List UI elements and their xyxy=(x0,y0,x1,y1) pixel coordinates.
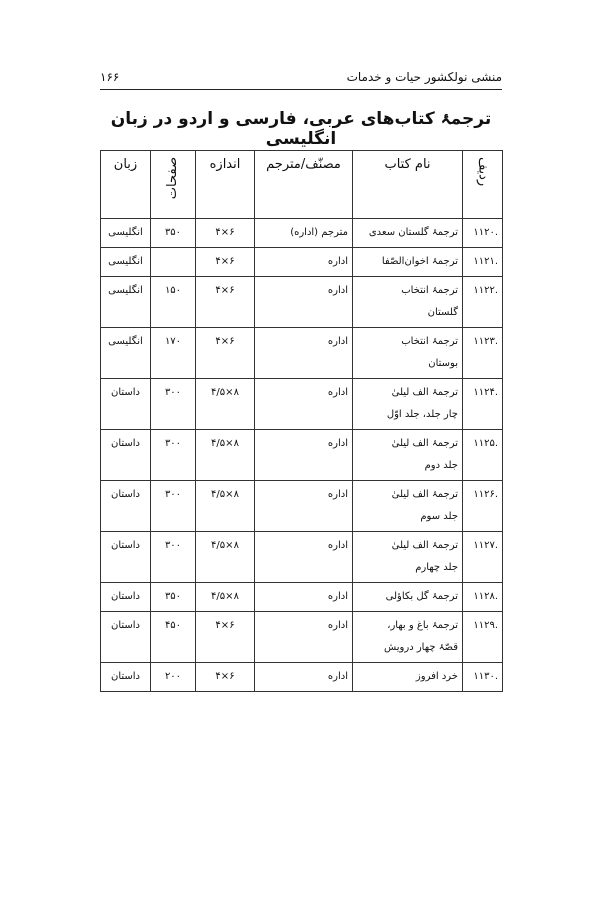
page-count: ۳۵۰ xyxy=(151,583,196,612)
language: داستان xyxy=(101,583,151,612)
author-translator: اداره xyxy=(255,379,353,430)
language: انگلیسی xyxy=(101,277,151,328)
book-title xyxy=(353,277,463,328)
table-row xyxy=(101,612,503,663)
header-divider xyxy=(100,89,502,90)
book-title-line: ترجمۂ انتخاب xyxy=(401,285,458,296)
row-number: .۱۱۲۳ xyxy=(463,328,503,379)
book-title xyxy=(353,612,463,663)
author-translator: اداره xyxy=(255,583,353,612)
header-size: اندازه xyxy=(196,151,255,219)
book-title-line: ترجمۂ گلستان سعدی xyxy=(368,227,458,238)
header-author: مصنّف/مترجم xyxy=(255,151,353,219)
size: ۶×۴ xyxy=(196,663,255,692)
book-title-line: گلستان xyxy=(427,307,458,318)
table-row xyxy=(101,481,503,532)
header-pages: صفحات xyxy=(151,151,196,219)
author-translator: اداره xyxy=(255,430,353,481)
page-count xyxy=(151,248,196,277)
header-title: نام کتاب xyxy=(353,151,463,219)
language: داستان xyxy=(101,612,151,663)
language: داستان xyxy=(101,663,151,692)
book-title-line: ترجمۂ الف لیلیٰ xyxy=(391,540,458,551)
book-title-line: ترجمۂ الف لیلیٰ xyxy=(391,438,458,449)
author-translator: اداره xyxy=(255,248,353,277)
table-row xyxy=(101,219,503,248)
language: انگلیسی xyxy=(101,248,151,277)
row-number: .۱۱۲۴ xyxy=(463,379,503,430)
row-number: .۱۱۲۶ xyxy=(463,481,503,532)
size: ۸×۴/۵ xyxy=(196,430,255,481)
size: ۸×۴/۵ xyxy=(196,583,255,612)
page-number: ۱۶۶ xyxy=(100,70,120,84)
language: داستان xyxy=(101,379,151,430)
size: ۸×۴/۵ xyxy=(196,532,255,583)
table-body xyxy=(101,219,503,692)
book-title xyxy=(353,663,463,692)
table-row xyxy=(101,328,503,379)
book-title-line: ترجمۂ انتخاب xyxy=(401,336,458,347)
author-translator: اداره xyxy=(255,328,353,379)
page-count: ۳۰۰ xyxy=(151,532,196,583)
language: داستان xyxy=(101,532,151,583)
book-title xyxy=(353,583,463,612)
book-title-line: ترجمۂ الف لیلیٰ xyxy=(391,387,458,398)
book-title xyxy=(353,430,463,481)
book-title-line: بوستان xyxy=(428,358,458,369)
header-language: زبان xyxy=(101,151,151,219)
page-count: ۱۵۰ xyxy=(151,277,196,328)
author-translator: اداره xyxy=(255,277,353,328)
page-count: ۳۰۰ xyxy=(151,481,196,532)
row-number: .۱۱۲۰ xyxy=(463,219,503,248)
author-translator: اداره xyxy=(255,612,353,663)
size: ۶×۴ xyxy=(196,328,255,379)
book-title-line: جلد چهارم xyxy=(415,562,458,573)
book-title-line: ترجمۂ باغ و بهار، xyxy=(387,620,458,631)
language: انگلیسی xyxy=(101,219,151,248)
row-number: .۱۱۲۷ xyxy=(463,532,503,583)
running-title: منشی نولکشور حیات و خدمات xyxy=(346,70,502,84)
book-title-line: چار جلد، جلد اوّل xyxy=(386,409,458,420)
book-title-line: جلد دوم xyxy=(424,460,458,471)
catalog-table xyxy=(100,150,503,692)
row-number: .۱۱۲۸ xyxy=(463,583,503,612)
book-title-line: ترجمۂ گل بکاؤلی xyxy=(385,591,458,602)
book-title xyxy=(353,379,463,430)
book-title-line: خرد افروز xyxy=(415,671,458,682)
size: ۸×۴/۵ xyxy=(196,481,255,532)
header-num: ردیف xyxy=(463,151,503,219)
language: انگلیسی xyxy=(101,328,151,379)
size: ۶×۴ xyxy=(196,612,255,663)
table-row xyxy=(101,430,503,481)
book-title xyxy=(353,532,463,583)
row-number: .۱۱۲۵ xyxy=(463,430,503,481)
language: داستان xyxy=(101,430,151,481)
row-number: .۱۱۲۹ xyxy=(463,612,503,663)
row-number: .۱۱۲۱ xyxy=(463,248,503,277)
table-row xyxy=(101,379,503,430)
table-row xyxy=(101,248,503,277)
book-title xyxy=(353,219,463,248)
page-count: ۳۰۰ xyxy=(151,430,196,481)
language: داستان xyxy=(101,481,151,532)
author-translator: اداره xyxy=(255,532,353,583)
page-header xyxy=(100,66,502,88)
table-row xyxy=(101,277,503,328)
table-header-row xyxy=(101,151,503,219)
table-row xyxy=(101,583,503,612)
page-count: ۴۵۰ xyxy=(151,612,196,663)
size: ۶×۴ xyxy=(196,219,255,248)
row-number: .۱۱۲۲ xyxy=(463,277,503,328)
size: ۶×۴ xyxy=(196,277,255,328)
page-count: ۲۰۰ xyxy=(151,663,196,692)
table-row xyxy=(101,663,503,692)
book-title-line: جلد سوم xyxy=(420,511,458,522)
page-count: ۱۷۰ xyxy=(151,328,196,379)
book-title-line: ترجمۂ الف لیلیٰ xyxy=(391,489,458,500)
page-title: ترجمۂ کتاب‌های عربی، فارسی و اردو در زبان انگلیسی xyxy=(110,109,492,149)
size: ۶×۴ xyxy=(196,248,255,277)
author-translator: اداره xyxy=(255,481,353,532)
author-translator: مترجم (اداره) xyxy=(255,219,353,248)
table-row xyxy=(101,532,503,583)
book-title-line: ترجمۂ اخوان‌الصّفا xyxy=(381,256,458,267)
page-count: ۳۵۰ xyxy=(151,219,196,248)
book-title xyxy=(353,248,463,277)
book-title xyxy=(353,481,463,532)
page-count: ۳۰۰ xyxy=(151,379,196,430)
book-title-line: قصّۂ چهار درویش xyxy=(384,642,458,653)
row-number: .۱۱۳۰ xyxy=(463,663,503,692)
author-translator: اداره xyxy=(255,663,353,692)
size: ۸×۴/۵ xyxy=(196,379,255,430)
book-title xyxy=(353,328,463,379)
